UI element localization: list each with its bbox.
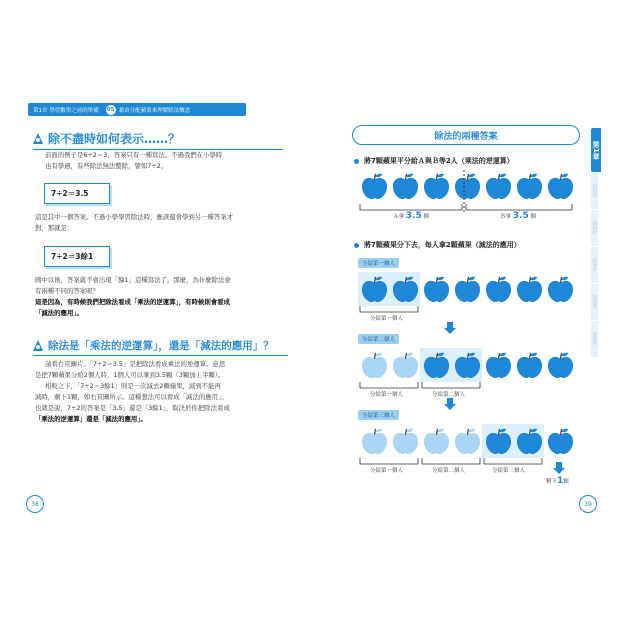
apple-icon <box>453 276 482 303</box>
heading-text: 除法是「乘法的逆運算」，還是「減法的應用」？ <box>48 340 274 352</box>
label-first-person-2: 分給第一個人 <box>370 392 404 398</box>
side-tab-chapter-1[interactable]: 第1章 <box>591 128 601 172</box>
apple-icon <box>484 428 513 455</box>
paragraph-1 <box>45 150 285 172</box>
label-first-person-1: 分給第一個人 <box>370 316 404 322</box>
apple-icon <box>515 173 544 200</box>
bullet-text: 將7顆蘋果分下去，每人拿2顆蘋果（減法的應用） <box>364 241 521 249</box>
chapter-side-tabs <box>591 128 611 358</box>
section-number: 05 <box>106 106 115 113</box>
figure-title: 除法的兩種答案 <box>352 125 580 145</box>
bullet-2 <box>354 240 521 250</box>
side-tab-chapter-6[interactable]: 第6章 <box>591 321 598 357</box>
equation-box-2: 7÷2＝3餘1 <box>44 246 110 267</box>
apple-icon <box>515 276 544 303</box>
line: 也就是說，7÷2的答案是「3.5」還是「3餘1」，取決於你把除法看成 <box>35 404 230 412</box>
bullet-text: 將7顆蘋果平分給Ａ與Ｂ等2人（乘法的逆運算） <box>364 157 514 165</box>
bullet-dot-icon <box>354 243 359 248</box>
apple-icon <box>391 428 420 455</box>
side-tab-chapter-5[interactable]: 第5章 <box>591 284 598 320</box>
paragraph-3 <box>35 275 285 319</box>
pencil-icon <box>33 133 43 144</box>
bullet-dot-icon <box>354 159 359 164</box>
line: 是把7顆蘋果分給2個人時，1個人可以拿到3.5顆（3顆加上半顆）。 <box>35 371 225 379</box>
step-tag-2: 分給第二個人 <box>358 334 399 344</box>
b-share-label: Ｂ拿 3.5 個 <box>500 211 536 221</box>
page-number-right: 39 <box>579 495 597 513</box>
apple-icon <box>422 173 451 200</box>
paragraph-2 <box>35 212 285 234</box>
paragraph-4 <box>35 359 287 425</box>
apple-icon <box>422 276 451 303</box>
step-tag-1: 分給第一個人 <box>358 258 399 268</box>
apple-icon <box>391 276 420 303</box>
apple-icon <box>391 173 420 200</box>
apple-icon <box>453 352 482 379</box>
heading-division <box>33 338 288 353</box>
down-arrow-icon <box>553 462 565 474</box>
remainder-label: 剩下1顆 <box>546 476 569 486</box>
bold-line: 這是因為，有時候我們把除法看成「乘法的逆運算」，有時候則會看成 <box>35 298 230 306</box>
apple-icon <box>360 352 389 379</box>
chapter-header <box>28 103 246 116</box>
line: 對，那就是： <box>35 224 74 232</box>
equation-box-1: 7÷2＝3.5 <box>44 183 110 204</box>
apple-icon <box>422 352 451 379</box>
apple-icon <box>546 276 575 303</box>
apple-icon <box>546 173 575 200</box>
apple-icon <box>515 428 544 455</box>
heading-remainder <box>33 130 283 147</box>
apple-icon <box>453 428 482 455</box>
side-tab-chapter-4[interactable]: 第4章 <box>591 247 598 283</box>
apple-icon <box>453 173 482 200</box>
apple-icon <box>391 352 420 379</box>
apple-icon <box>422 428 451 455</box>
apple-icon <box>360 173 389 200</box>
line: 相較之下，「7÷2＝3餘1」則是一次減去2顆蘋果，減到不能再 <box>45 382 221 390</box>
apple-icon <box>484 173 513 200</box>
line: 這是其中一個答案。不過小學學習除法時，應該還會學到另一種答案才 <box>35 213 234 221</box>
pencil-icon <box>33 340 43 351</box>
down-arrow-icon <box>444 398 456 410</box>
side-tab-chapter-3[interactable]: 第3章 <box>591 210 598 246</box>
line: 有兩種不同的答案呢？ <box>35 287 99 295</box>
apple-icon <box>360 428 389 455</box>
step-tag-3: 分給第三個人 <box>358 410 399 420</box>
label-third-person-3: 分給第三個人 <box>492 468 526 474</box>
bold-line: 「乘法的逆運算」還是「減法的應用」。 <box>35 415 147 423</box>
chapter-title: 第1章 學習數學之前的準備 <box>33 107 99 114</box>
down-arrow-icon <box>444 322 456 334</box>
a-share-label: Ａ拿 3.5 個 <box>393 211 429 221</box>
line: 前面的例子是6÷2＝3，答案只有一種寫法。不過我們在小學時 <box>45 151 223 159</box>
label-second-person-2: 分給第二個人 <box>432 392 466 398</box>
label-second-person-3: 分給第二個人 <box>432 468 466 474</box>
line: 請看右頁圖片。「7÷2＝3.5」是把除法看成乘法的逆運算。意思 <box>45 360 226 368</box>
apple-icon <box>484 352 513 379</box>
side-tab-chapter-2[interactable]: 第2章 <box>591 173 598 209</box>
apple-icon <box>546 428 575 455</box>
bold-line: 「減法的應用」。 <box>35 309 83 317</box>
line: 國中以後，答案就不會出現「餘1」這種寫法了。那麼，為什麼除法會 <box>35 276 231 284</box>
apple-icon <box>484 276 513 303</box>
heading-text: 除不盡時如何表示……？ <box>48 132 181 146</box>
apple-icon <box>515 352 544 379</box>
line: 也有學過，有些除法無法整除，譬如7÷2。 <box>45 162 168 170</box>
bullet-1 <box>354 156 514 166</box>
section-title: 藉由分配蘋果來理解除法概念 <box>118 107 191 114</box>
apple-icon <box>360 276 389 303</box>
label-first-person-3: 分給第一個人 <box>370 468 404 474</box>
line: 減時，剩下1顆，如右頁圖所示。這種想法可以看成「減法的應用」。 <box>35 393 228 401</box>
apple-icon <box>546 352 575 379</box>
page-number-left: 38 <box>26 495 44 513</box>
